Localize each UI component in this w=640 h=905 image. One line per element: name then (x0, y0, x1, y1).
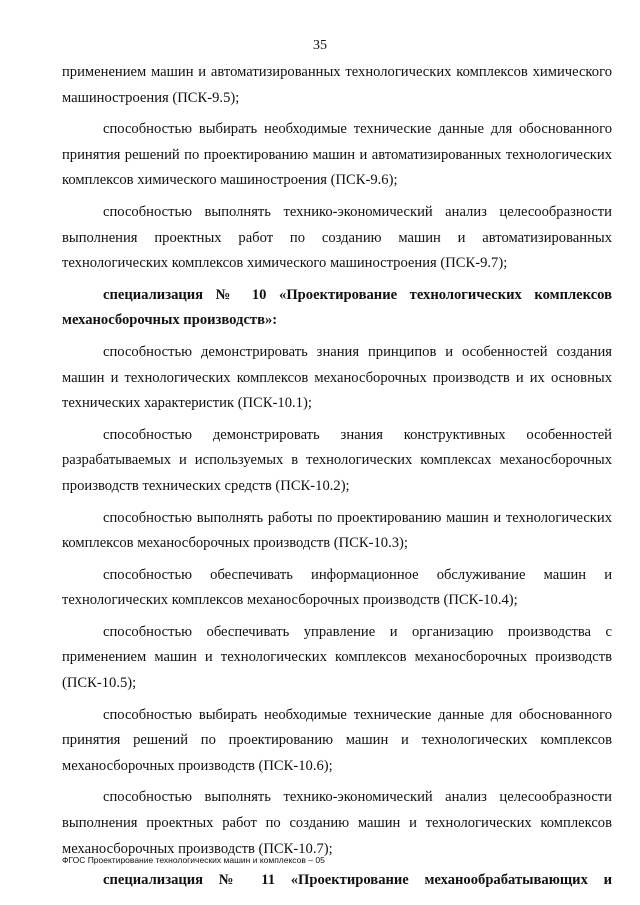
paragraph: способностью обеспечивать информационное обслуживание машин и технологических комплексов механосборочных производств (ПСК-10.4); (62, 566, 612, 609)
paragraph: способностью выбирать необходимые технические данные для обоснованного принятия решений по проектированию машин и автоматизированных технологических комплексов химического машиностроения (ПСК-9.6); (62, 121, 612, 189)
paragraph: способностью демонстрировать знания принципов и особенностей создания машин и технологических комплексов механосборочных производств и их основных технических характеристик (ПСК-10.1); (62, 343, 612, 412)
paragraph: способностью выбирать необходимые технические данные для обоснованного принятия решений по проектированию машин и технологических комплексов механосборочных производств (ПСК-10.6); (62, 706, 612, 774)
page-text (62, 60, 612, 894)
paragraph: способностью демонстрировать знания конструктивных особенностей разрабатываемых и используемых в технологических комплексах механосборочных производств технических средств (ПСК-10.2); (62, 426, 612, 494)
paragraph: применением машин и автоматизированных технологических комплексов химического машиностроения (ПСК-9.5); (62, 64, 612, 106)
page-number: 35 (313, 38, 327, 53)
paragraph: способностью выполнять работы по проектированию машин и технологических комплексов механосборочных производств (ПСК-10.3); (62, 509, 612, 552)
paragraph: способностью выполнять технико-экономический анализ целесообразности выполнения проектных работ по созданию машин и автоматизированных технологических комплексов химического машиностроения (ПСК-9.7); (62, 203, 612, 272)
specialization-heading: специализация № 10 «Проектирование технологических комплексов механосборочных производств»: (62, 286, 612, 329)
paragraph: способностью выполнять технико-экономический анализ целесообразности выполнения проектных работ по созданию машин и технологических комплексов механосборочных производств (ПСК-10.7); (62, 789, 612, 857)
specialization-heading: специализация № 11 «Проектирование механообрабатывающих и (103, 872, 612, 889)
paragraph: способностью обеспечивать управление и организацию производства с применением машин и технологических комплексов механосборочных производств (ПСК-10.5); (62, 623, 612, 692)
page-footer: ФГОС Проектирование технологических машин и комплексов – 05 (62, 855, 325, 865)
